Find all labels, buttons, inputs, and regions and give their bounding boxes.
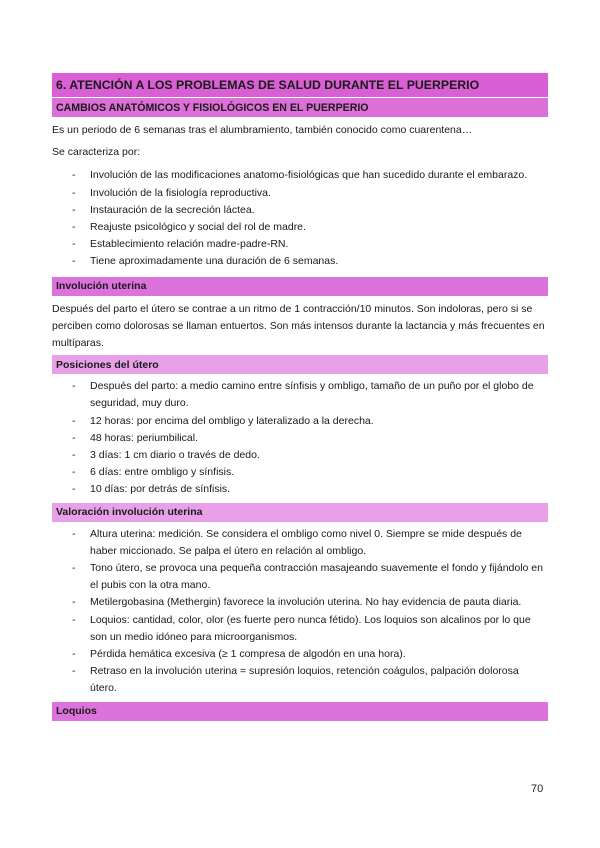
list-item: - 12 horas: por encima del ombligo y lateralizado a la derecha. [72,414,374,427]
heading-loquios: Loquios [52,702,548,721]
list-item: - Reajuste psicológico y social del rol de madre. [72,221,306,234]
list-item: - Involución de las modificaciones anatomo-fisiológicas que han sucedido durante el embarazo. [72,169,528,182]
list-item: - Loquios: cantidad, color, olor (es fuerte pero nunca fétido). Los loquios son alcalinos por lo que son un medio idóneo para microorganismos. [72,613,531,643]
intro-paragraph: Es un periodo de 6 semanas tras el alumbramiento, también conocido como cuarentena… [52,124,473,136]
list-item: - Pérdida hemática excesiva (≥ 1 compresa de algodón en una hora). [72,648,406,661]
list-item: - 3 días: 1 cm diario o través de dedo. [72,449,260,462]
page-number: 70 [531,783,544,795]
characterized-paragraph: Se caracteriza por: [52,146,141,159]
list-item: - 10 días: por detrás de sínfisis. [72,483,231,496]
list-item: - Tiene aproximadamente una duración de 6 semanas. [72,255,339,268]
list-item: - Instauración de la secreción láctea. [72,203,255,216]
heading-involucion-uterina: Involución uterina [52,277,548,296]
section-subtitle: CAMBIOS ANATÓMICOS Y FISIOLÓGICOS EN EL PUERPERIO [52,98,548,117]
list-item: - Altura uterina: medición. Se considera el ombligo como nivel 0. Siempre se mide después de haber miccionado. Se palpa el útero en relación al ombligo. [72,527,522,557]
list-item: - Involución de la fisiología reproductiva. [72,186,271,199]
section-title: 6. ATENCIÓN A LOS PROBLEMAS DE SALUD DURANTE EL PUERPERIO [52,73,548,97]
heading-posiciones-utero: Posiciones del útero [52,355,548,374]
list-item: - Retraso en la involución uterina = supresión loquios, retención coágulos, palpación dolorosa útero. [72,665,519,695]
list-item: - 48 horas: periumbilical. [72,431,198,444]
heading-valoracion-involucion: Valoración involución uterina [52,503,548,522]
document-page [52,73,548,721]
list-item: - Tono útero, se provoca una pequeña contracción masajeando suavemente el fondo y fijándolo en el pubis con la otra mano. [72,562,543,592]
list-item: - Establecimiento relación madre-padre-RN. [72,238,289,251]
list-item: - 6 días: entre ombligo y sínfisis. [72,466,235,479]
characteristics-list [52,167,548,270]
positions-list [52,378,548,498]
assessment-list [52,526,548,698]
list-item: - Metilergobasina (Methergin) favorece la involución uterina. No hay evidencia de pauta diaria. [72,596,522,609]
involucion-paragraph: Después del parto el útero se contrae a un ritmo de 1 contracción/10 minutos. Son indoloras, pero si se perciben como dolorosas se llaman entuertos. Son más intensos durante la lactancia y más frecuentes en multíparas. [52,302,545,350]
list-item: - Después del parto: a medio camino entre sínfisis y ombligo, tamaño de un puño por el globo de seguridad, muy duro. [72,380,534,410]
